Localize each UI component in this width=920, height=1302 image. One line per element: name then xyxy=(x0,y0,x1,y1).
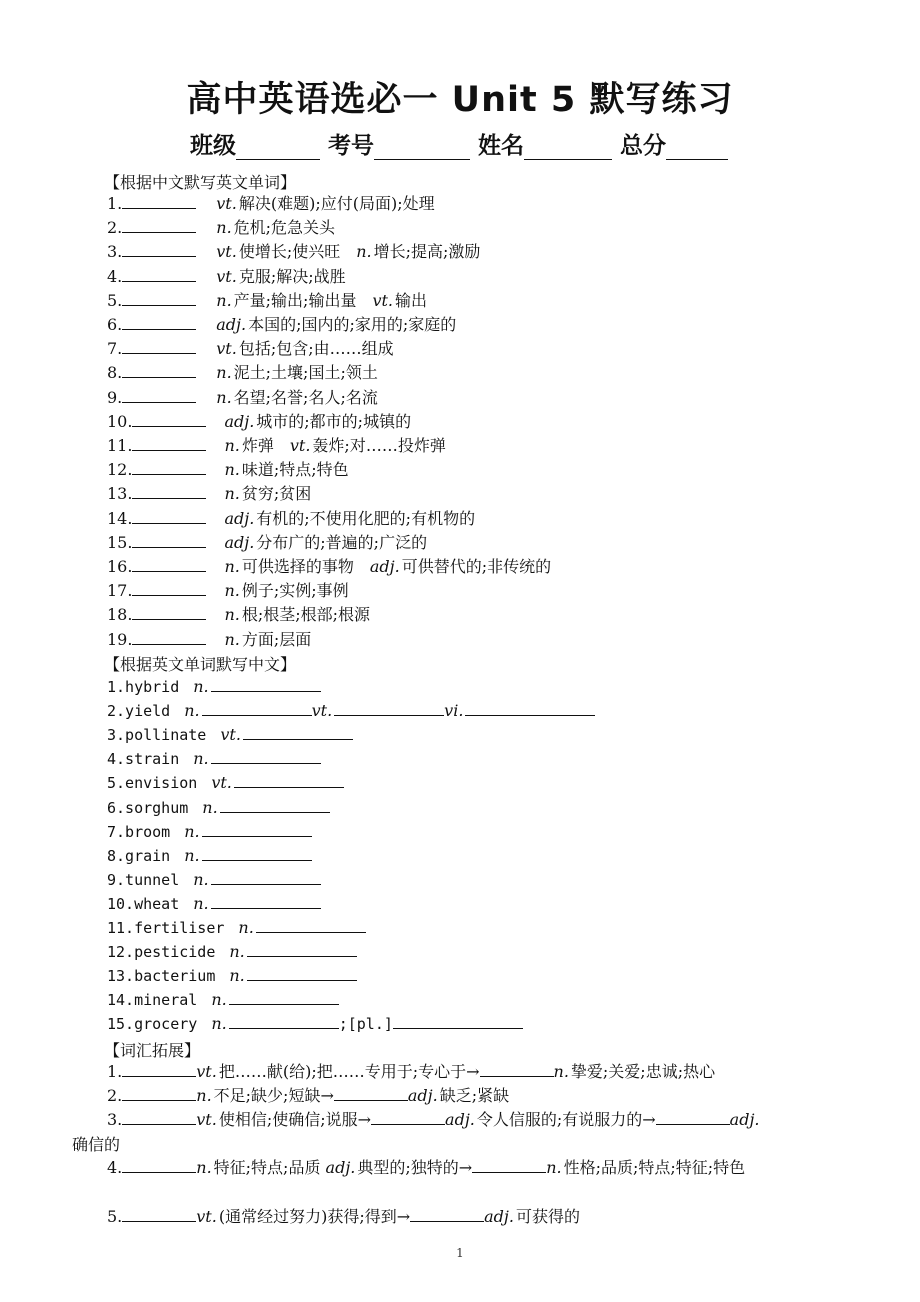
list-item xyxy=(107,796,330,819)
answer-blank[interactable] xyxy=(465,699,595,716)
definition: 分布广的;普遍的;广泛的 xyxy=(256,532,428,552)
item-number: 8. xyxy=(107,363,123,383)
list-item xyxy=(107,531,427,554)
english-word: 7.broom xyxy=(107,822,171,841)
part-of-speech: adj. xyxy=(216,315,247,334)
item-number: 1. xyxy=(107,194,123,213)
definition: 使增长;使兴旺 xyxy=(238,242,341,262)
list-item xyxy=(107,410,411,433)
part-of-speech: n. xyxy=(553,1062,569,1081)
item-number: 5. xyxy=(107,1207,123,1226)
item-number: 1. xyxy=(107,1062,123,1081)
english-word: 15.grocery xyxy=(107,1015,198,1034)
answer-blank[interactable] xyxy=(247,940,357,957)
exam-no-label: 考号 xyxy=(328,133,375,159)
item-number: 14. xyxy=(107,508,133,528)
answer-blank[interactable] xyxy=(122,337,196,354)
part-of-speech: n. xyxy=(193,893,209,913)
definition: 城市的;都市的;城镇的 xyxy=(256,411,412,431)
part-of-speech: adj. xyxy=(369,557,400,576)
list-item xyxy=(107,868,321,891)
answer-blank[interactable] xyxy=(122,361,196,378)
answer-blank[interactable] xyxy=(229,1012,339,1029)
list-item xyxy=(107,603,370,626)
item-number: 2. xyxy=(107,1086,123,1105)
list-item xyxy=(107,844,312,867)
answer-blank[interactable] xyxy=(243,723,353,740)
part-of-speech: adj. xyxy=(224,508,255,528)
part-of-speech: n. xyxy=(224,557,240,576)
answer-blank[interactable] xyxy=(122,289,196,306)
answer-blank[interactable] xyxy=(132,410,206,427)
answer-blank[interactable] xyxy=(656,1108,730,1125)
list-item xyxy=(107,723,353,746)
list-item xyxy=(107,892,321,915)
list-item xyxy=(107,555,551,578)
answer-blank[interactable] xyxy=(234,771,344,788)
list-item xyxy=(107,482,311,505)
part-of-speech: vt. xyxy=(216,194,237,213)
part-of-speech: vt. xyxy=(220,725,241,745)
answer-blank[interactable] xyxy=(393,1012,523,1029)
definition: 把……献(给);把……专用于;专心于→ xyxy=(218,1062,480,1081)
part-of-speech: adj. xyxy=(224,532,255,552)
english-word: 4.strain xyxy=(107,750,180,769)
part-of-speech: n. xyxy=(196,1086,212,1105)
answer-blank[interactable] xyxy=(247,964,357,981)
item-number: 7. xyxy=(107,339,123,359)
name-blank[interactable] xyxy=(524,135,612,160)
definition: 性格;品质;特点;特征;特色 xyxy=(563,1158,746,1177)
part-of-speech: n. xyxy=(216,387,232,407)
answer-blank[interactable] xyxy=(229,988,339,1005)
answer-blank[interactable] xyxy=(132,482,206,499)
item-number: 4. xyxy=(107,266,123,286)
english-word: 2.yield xyxy=(107,702,171,721)
part-of-speech: n. xyxy=(184,821,200,841)
definition: 名望;名誉;名人;名流 xyxy=(233,387,378,407)
answer-blank[interactable] xyxy=(122,1108,196,1125)
answer-blank[interactable] xyxy=(211,868,321,885)
item-number: 15. xyxy=(107,532,133,552)
item-number: 11. xyxy=(107,436,133,455)
score-label: 总分 xyxy=(620,133,667,159)
definition: 特征;特点;品质 xyxy=(213,1158,321,1177)
answer-blank[interactable] xyxy=(410,1205,484,1222)
page-title: 高中英语选必一 Unit 5 默写练习 xyxy=(186,80,734,120)
definition: 味道;特点;特色 xyxy=(241,460,349,480)
part-of-speech: n. xyxy=(224,605,240,625)
definition: 解决(难题);应付(局面);处理 xyxy=(238,194,435,213)
definition: 危机;危急关头 xyxy=(233,218,336,238)
part-of-speech: n. xyxy=(229,942,245,962)
definition: 有机的;不使用化肥的;有机物的 xyxy=(256,508,476,528)
part-of-speech: n. xyxy=(196,1158,212,1177)
part-of-speech: n. xyxy=(211,990,227,1010)
answer-blank[interactable] xyxy=(472,1156,546,1173)
answer-blank[interactable] xyxy=(132,531,206,548)
answer-blank[interactable] xyxy=(211,747,321,764)
page-number: 1 xyxy=(456,1246,464,1260)
list-item xyxy=(107,265,346,288)
part-of-speech: vt. xyxy=(216,242,237,262)
part-of-speech: vt. xyxy=(196,1207,217,1226)
part-of-speech: adj. xyxy=(445,1110,475,1129)
english-word: 9.tunnel xyxy=(107,870,180,889)
item-number: 2. xyxy=(107,218,123,238)
part-of-speech: n. xyxy=(224,484,240,504)
list-item xyxy=(107,240,480,263)
part-of-speech: n. xyxy=(211,1014,227,1034)
answer-blank[interactable] xyxy=(122,313,196,330)
item-number: 3. xyxy=(107,242,123,262)
english-word: 3.pollinate xyxy=(107,726,207,745)
answer-blank[interactable] xyxy=(220,796,330,813)
part-of-speech: n. xyxy=(238,918,254,937)
part-of-speech: n. xyxy=(224,581,240,601)
list-item xyxy=(107,699,595,722)
list-item xyxy=(107,458,349,481)
english-word: 10.wheat xyxy=(107,894,180,913)
answer-blank[interactable] xyxy=(202,820,312,837)
definition: 本国的;国内的;家用的;家庭的 xyxy=(248,315,457,334)
item-number: 13. xyxy=(107,484,133,504)
part-of-speech: n. xyxy=(229,966,245,986)
part-of-speech: n. xyxy=(224,460,240,480)
list-item xyxy=(107,313,456,336)
answer-blank[interactable] xyxy=(132,434,206,451)
part-of-speech: n. xyxy=(193,869,209,889)
english-word: 14.mineral xyxy=(107,991,198,1010)
definition: 泥土;土壤;国土;领土 xyxy=(233,363,378,383)
definition: 不足;缺少;短缺→ xyxy=(213,1086,334,1105)
definition: (通常经过努力)获得;得到→ xyxy=(218,1207,411,1226)
answer-blank[interactable] xyxy=(371,1108,445,1125)
answer-blank[interactable] xyxy=(132,603,206,620)
part-of-speech: adj. xyxy=(729,1110,760,1129)
item-number: 6. xyxy=(107,315,123,334)
class-blank[interactable] xyxy=(236,135,320,160)
definition: 炸弹 xyxy=(241,436,274,455)
part-of-speech: n. xyxy=(224,629,240,649)
answer-blank[interactable] xyxy=(132,628,206,645)
list-item xyxy=(107,507,475,530)
answer-blank[interactable] xyxy=(211,675,321,692)
definition-continuation: 确信的 xyxy=(72,1135,121,1154)
answer-blank[interactable] xyxy=(122,1156,196,1173)
list-item xyxy=(107,916,366,939)
answer-blank[interactable] xyxy=(122,192,196,209)
list-item xyxy=(107,1205,580,1228)
definition: 令人信服的;有说服力的→ xyxy=(476,1110,656,1129)
answer-blank[interactable] xyxy=(334,1084,408,1101)
part-of-speech: vt. xyxy=(372,290,394,310)
list-item xyxy=(107,988,339,1011)
definition: 贫穷;贫困 xyxy=(241,484,312,504)
item-number: 19. xyxy=(107,629,133,649)
part-of-speech: vt. xyxy=(196,1110,217,1129)
part-of-speech: vt. xyxy=(211,773,232,793)
definition: 根;根茎;根部;根源 xyxy=(241,605,371,625)
english-word: 6.sorghum xyxy=(107,798,189,817)
answer-blank[interactable] xyxy=(334,699,444,716)
list-item xyxy=(107,386,378,409)
name-label: 姓名 xyxy=(478,133,525,159)
english-word: 12.pesticide xyxy=(107,943,216,962)
part-of-speech: n. xyxy=(184,701,200,721)
section1-heading: 【根据中文默写英文单词】 xyxy=(104,173,297,192)
part-of-speech: vt. xyxy=(216,266,237,286)
exam-no-blank[interactable] xyxy=(374,135,470,160)
definition: 轰炸;对……投炸弹 xyxy=(312,436,446,455)
list-item xyxy=(107,771,344,794)
score-blank[interactable] xyxy=(666,135,728,160)
list-item xyxy=(107,579,349,602)
definition: 方面;层面 xyxy=(241,629,312,649)
answer-blank[interactable] xyxy=(122,265,196,282)
part-of-speech: adj. xyxy=(325,1158,356,1177)
part-of-speech: n. xyxy=(224,436,240,455)
definition: 克服;解决;战胜 xyxy=(238,266,346,286)
english-word: 13.bacterium xyxy=(107,967,216,986)
part-of-speech: vt. xyxy=(196,1062,217,1081)
definition: 增长;提高;激励 xyxy=(373,242,481,262)
english-word: 8.grain xyxy=(107,846,171,865)
part-of-speech: vt. xyxy=(216,339,237,359)
answer-blank[interactable] xyxy=(202,844,312,861)
answer-blank[interactable] xyxy=(132,555,206,572)
list-item xyxy=(107,216,335,239)
list-item xyxy=(107,337,394,360)
list-item xyxy=(107,964,357,987)
definition: 使相信;使确信;说服→ xyxy=(218,1110,372,1129)
answer-blank[interactable] xyxy=(132,458,206,475)
part-of-speech: adj. xyxy=(224,411,255,431)
part-of-speech: n. xyxy=(216,290,232,310)
item-number: 17. xyxy=(107,581,133,601)
answer-blank[interactable] xyxy=(122,240,196,257)
definition: 输出 xyxy=(395,290,428,310)
answer-blank[interactable] xyxy=(132,579,206,596)
english-word: 1.hybrid xyxy=(107,678,180,696)
section3-heading: 【词汇拓展】 xyxy=(104,1041,201,1060)
part-of-speech: n. xyxy=(193,749,209,769)
answer-blank[interactable] xyxy=(202,699,312,716)
item-number: 4. xyxy=(107,1158,123,1177)
list-item xyxy=(107,1084,509,1107)
definition: 例子;实例;事例 xyxy=(241,581,349,601)
section2-heading: 【根据英文单词默写中文】 xyxy=(104,655,297,674)
list-item xyxy=(107,628,311,651)
definition: 可供选择的事物 xyxy=(241,557,354,576)
list-item xyxy=(107,434,446,457)
part-of-speech: n. xyxy=(216,363,232,383)
definition: 可获得的 xyxy=(515,1207,580,1226)
part-of-speech: vi. xyxy=(444,701,464,721)
item-number: 5. xyxy=(107,290,123,310)
item-number: 10. xyxy=(107,411,133,431)
part-of-speech: vt. xyxy=(289,436,311,455)
list-item xyxy=(107,289,427,312)
answer-blank[interactable] xyxy=(256,916,366,933)
part-of-speech: n. xyxy=(216,218,232,238)
list-item xyxy=(107,940,357,963)
answer-blank[interactable] xyxy=(122,1205,196,1222)
answer-blank[interactable] xyxy=(122,1060,196,1077)
answer-blank[interactable] xyxy=(132,507,206,524)
definition: 缺乏;紧缺 xyxy=(439,1086,510,1105)
part-of-speech: n. xyxy=(184,845,200,865)
item-number: 9. xyxy=(107,387,123,407)
part-of-speech: n. xyxy=(202,797,218,817)
item-number: 16. xyxy=(107,557,133,576)
part-of-speech: n. xyxy=(356,242,372,262)
answer-blank[interactable] xyxy=(122,1084,196,1101)
part-of-speech: n. xyxy=(546,1158,562,1177)
list-item xyxy=(107,820,312,843)
definition: 可供替代的;非传统的 xyxy=(401,557,552,576)
item-number: 18. xyxy=(107,605,133,625)
part-of-speech: adj. xyxy=(484,1207,514,1226)
definition: 典型的;独特的→ xyxy=(357,1158,473,1177)
definition: 包括;包含;由……组成 xyxy=(238,339,394,359)
list-item xyxy=(107,1108,762,1131)
item-number: 3. xyxy=(107,1110,123,1129)
definition: 产量;输出;输出量 xyxy=(233,290,357,310)
list-item xyxy=(107,1156,745,1179)
english-word: 5.envision xyxy=(107,774,198,793)
list-item xyxy=(107,1012,523,1035)
part-of-speech: n. xyxy=(193,677,209,696)
list-item xyxy=(107,675,321,698)
student-info-line xyxy=(190,127,728,160)
answer-blank[interactable] xyxy=(122,386,196,403)
answer-blank[interactable] xyxy=(211,892,321,909)
answer-blank[interactable] xyxy=(480,1060,554,1077)
list-item xyxy=(107,361,378,384)
list-item xyxy=(107,192,435,215)
part-of-speech: vt. xyxy=(311,701,333,721)
definition: 挚爱;关爱;忠诚;热心 xyxy=(570,1062,716,1081)
english-word: 11.fertiliser xyxy=(107,919,225,937)
plural-marker: ;[pl.] xyxy=(338,1015,393,1034)
list-item xyxy=(107,747,321,770)
class-label: 班级 xyxy=(190,133,236,159)
list-item xyxy=(107,1060,715,1083)
part-of-speech: adj. xyxy=(407,1086,438,1105)
item-number: 12. xyxy=(107,460,133,480)
answer-blank[interactable] xyxy=(122,216,196,233)
